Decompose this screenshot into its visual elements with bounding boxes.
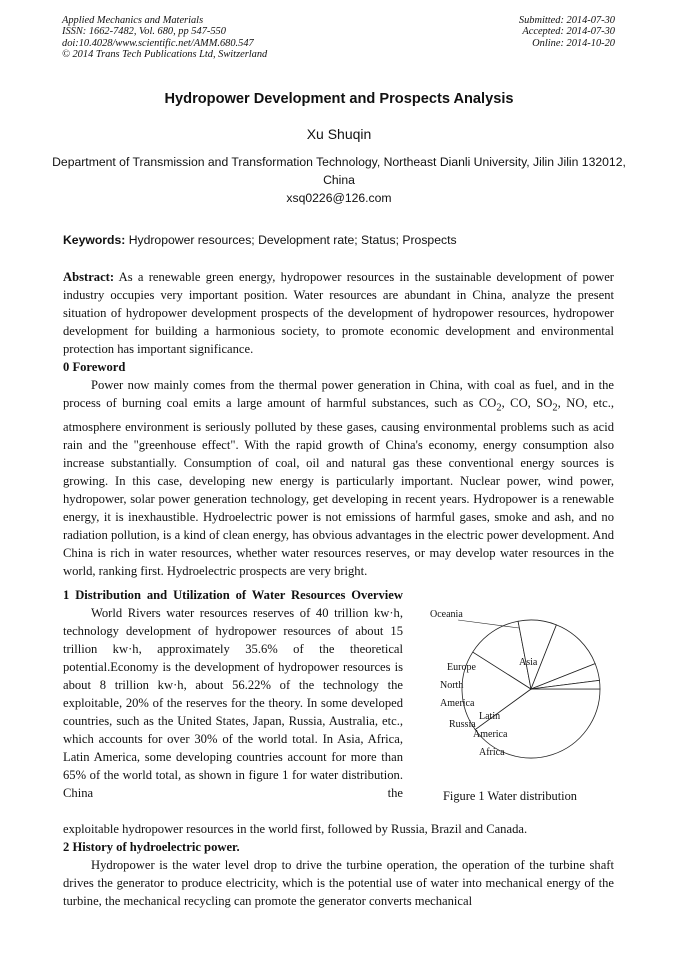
accepted-date: Accepted: 2014-07-30 [522,26,615,38]
abstract [63,268,614,358]
label-north-america-1: North [440,680,464,691]
subscript-2: 2 [496,402,502,414]
section-1-heading: 1 Distribution and Utilization of Water Resources Overview [63,588,403,602]
submitted-date: Submitted: 2014-07-30 [518,15,615,26]
section-1-continuation-and-2 [63,820,614,910]
doi-line: doi:10.4028/www.scientific.net/AMM.680.547 [62,37,254,49]
label-oceania: Oceania [430,609,463,620]
abstract-label: Abstract: [63,270,115,284]
label-latin-america-1: Latin [479,711,501,722]
journal-info [62,15,267,61]
section-1-continuation: exploitable hydropower resources in the world first, followed by Russia, Brazil and Canada. [63,822,528,836]
online-date: Online: 2014-10-20 [532,37,615,49]
label-russia: Russia [449,719,476,730]
section-0-paragraph: Power now mainly comes from the thermal power generation in China, with coal as fuel, and in the process of burning coal emits a large amount of harmful substances, such as $CO_2$, CO, $SO_2$, NO, etc., atmosphere environment is seriously polluted by these gases, causing environmental problems such as acid rain and the "greenhouse effect". With the rapid growth of China's economy, energy consumption also increase substantially. Consumption of coal, oil and natural gas these conventional energy sources is growing. In this case, developing new energy is particularly important. Nuclear power, wind power, hydropower, solar power generation technology, get developing in recent years. Hydropower is a renewable energy, it is inexhaustible. Hydroelectric power is not emissions of harmful gases, smoke and ash, and no radiation pollution, is a kind of clean energy, has obvious advantages in the electric power development. And China is rich in water resources, whether water resources reserves, or may develop water resources in the world, ranking first. Hydroelectric prospects are very bright. [63,378,614,578]
figure-caption: Figure 1 Water distribution [442,789,578,803]
water-distribution-pie [418,600,618,810]
section-0-heading: 0 Foreword [63,360,126,374]
subscript-2: 2 [552,402,558,414]
label-north-america-2: America [440,698,475,709]
abstract-text: As a renewable green energy, hydropower resources in the sustainable development of power industry occupies very important position. Water resources are abundant in China, analyze the present situation of hydropower development prospects of the development of hydropower resources, hydropower development for building a harmonious society, to promote economic development and environmental protection has important significance. [63,270,614,356]
author-name: Xu Shuqin [306,126,372,142]
section-2-heading: 2 History of hydroelectric power. [63,840,240,854]
abstract-and-foreword [63,268,614,580]
paper-title: Hydropower Development and Prospects Analysis [164,91,514,107]
label-latin-america-2: America [473,729,508,740]
author-email: xsq0226@126.com [286,191,392,205]
copyright-line: © 2014 Trans Tech Publications Ltd, Switzerland [62,49,268,61]
keywords-label: Keywords: [63,233,126,247]
issn-line: ISSN: 1662-7482, Vol. 680, pp 547-550 [62,26,226,38]
dates-info [519,15,615,49]
section-1-paragraph: World Rivers water resources reserves of 40 trillion kw·h, technology development of hydropower resources of about 15 trillion kw·h, approximately 35.6% of the theoretical potential.Economy is the development of hydropower resources is about 8 trillion kw·h, about 56.22% of the technology the exploitable, 20% of the reserves for the theory. In some developed countries, such as the United States, Japan, Russia, Australia, etc., which accounts for over 30% of the world total. In Asia, Africa, Latin America, some developing countries account for more than 65% of the world total, as shown in figure 1 for water distribution. China the [63,606,403,800]
label-europe: Europe [447,662,476,673]
affiliation: Department of Transmission and Transformation Technology, Northeast Dianli University, Jilin Jilin 132012, China [52,155,626,187]
section-1-column [63,586,403,802]
keywords-text: Hydropower resources; Development rate; Status; Prospects [125,233,457,247]
journal-name: Applied Mechanics and Materials [62,15,204,26]
keywords [63,233,623,247]
section-2-paragraph: Hydropower is the water level drop to drive the turbine operation, the operation of the turbine shaft drives the generator to produce electricity, which is the potential use of water into mechanical energy of the turbine, the mechanical recycling can promote the generator converts mechanical [63,858,614,908]
label-africa: Africa [479,747,505,758]
label-asia: Asia [519,657,538,668]
pie-chart-figure [418,600,618,810]
